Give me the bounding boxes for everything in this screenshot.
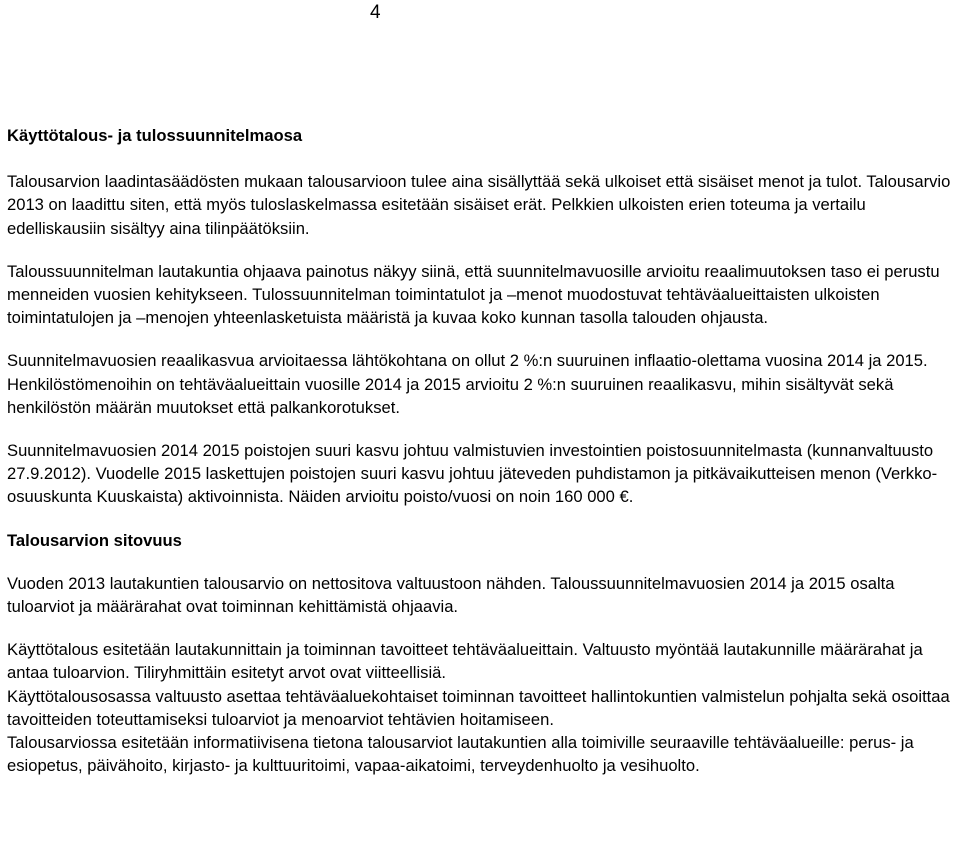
paragraph-internal-external: Talousarvion laadintasäädösten mukaan talousarvioon tulee aina sisällyttää sekä ulkoiset että sisäiset menot ja tulot. Talousarvio 2013 on laadittu siten, että myös tuloslaskelmassa esitetään sisäiset erät. Pelkkien ulkoisten erien toteuma ja vertailu edelliskausiin sisältyy aina tilinpäätöksiin.	[7, 172, 951, 238]
paragraph-real-growth: Suunnitelmavuosien reaalikasvua arvioitaessa lähtökohtana on ollut 2 %:n suuruinen inflaatio-olettama vuosina 2014 ja 2015. Henkilöstömenoihin on tehtäväalueittain vuosille 2014 ja 2015 arvioitu 2 %:n suuruinen reaalikasvu, mihin sisältyvät sekä henkilöstön määrän muutokset että palkankorotukset.	[7, 351, 928, 417]
page-number: 4	[370, 2, 381, 23]
section-heading-binding: Talousarvion sitovuus	[7, 530, 182, 550]
paragraph-informative-budgets: Talousarviossa esitetään informatiivisena tietona talousarviot lautakuntien alla toimiville seuraaville tehtäväalueille: perus- ja esiopetus, päivähoito, kirjasto- ja kulttuuritoimi, vapaa-aikatoimi, terveydenhuolto ja vesihuolto.	[7, 733, 914, 776]
paragraph-council-objectives: Käyttötalousosassa valtuusto asettaa tehtäväaluekohtaiset toiminnan tavoitteet hallintokuntien valmistelun pohjalta sekä osoittaa tavoitteiden toteuttamiseksi tuloarviot ja menoarviot tehtävien hoitamiseen.	[7, 686, 950, 729]
paragraph-committee-guidance: Taloussuunnitelman lautakuntia ohjaava painotus näkyy siinä, että suunnitelmavuosille arvioitu reaalimuutoksen taso ei perustu menneiden vuosien kehitykseen. Tulossuunnitelman toimintatulot ja –menot muodostuvat tehtäväalueittaisten ulkoisten toimintatulojen ja –menojen yhteenlasketuista määristä ja kuvaa koko kunnan tasolla talouden ohjausta.	[7, 261, 940, 328]
paragraph-net-binding: Vuoden 2013 lautakuntien talousarvio on nettositova valtuustoon nähden. Taloussuunnitelmavuosien 2014 ja 2015 osalta tuloarviot ja määrärahat ovat toiminnan kehittämistä ohjaavia.	[7, 573, 895, 617]
paragraph-operating-economy: Käyttötalous esitetään lautakunnittain ja toiminnan tavoitteet tehtäväalueittain. Valtuusto myöntää lautakunnille määrärahat ja antaa tuloarvion. Tiliryhmittäin esitetyt arvot ovat viitteellisiä.	[7, 640, 923, 683]
section-heading-budget-plan: Käyttötalous- ja tulossuunnitelmaosa	[7, 126, 303, 145]
document-body	[7, 124, 953, 777]
paragraph-depreciation: Suunnitelmavuosien 2014 2015 poistojen suuri kasvu johtuu valmistuvien investointien poistosuunnitelmasta (kunnanvaltuusto 27.9.2012). Vuodelle 2015 laskettujen poistojen suuri kasvu johtuu jäteveden puhdistamon ja pitkävaikutteisen menon (Verkko-osuuskunta Kuuskaista) aktivoinnista. Näiden arvioitu poisto/vuosi on noin 160 000 €.	[7, 441, 938, 507]
